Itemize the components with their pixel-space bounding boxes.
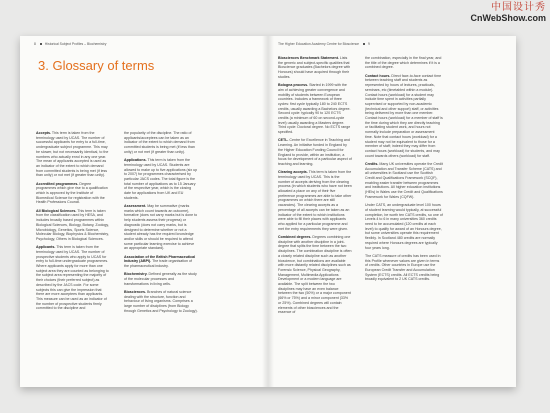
glossary-column-4: [365, 56, 443, 286]
glossary-term: Credits.: [365, 161, 379, 166]
glossary-definition: May be summative (marks marks which count towards an outcome), formative (does not carry marks but is done to help students assess their progress) or diagnostic (does not carry marks, but is designed to determine whether or not a student already has the required knowledge and/or skills or should be required to attend some particular learning exercise to achieve an appropriate standard).: [124, 204, 198, 251]
glossary-entry: [124, 158, 198, 200]
glossary-entry: [36, 245, 110, 311]
glossary-entry: [36, 182, 110, 206]
glossary-term: Biochemistry.: [124, 272, 148, 277]
bullet-icon: [40, 43, 42, 45]
glossary-definition: Degrees combining one discipline with another discipline in a joint-degree that splits the time between the two disciplines. The combination discipline is often a closely related discipline such as another bioscience, but combinations are available with more distantly related disciplines such as Forensic Science, Physical Geography, Management, Multimedia Applications Development or a modern language are available. The split between the two disciplines may have an even balance between the two (50%) or a major component (66% or 75%) and a minor component (33% or 25%). Combined degrees will contain elements of other biosciences and the essence of: [278, 234, 352, 315]
glossary-term: Clearing accepts.: [278, 170, 308, 175]
right-page: [268, 36, 516, 387]
glossary-entry: [278, 83, 352, 135]
glossary-definition: This term is taken from the terminology used by UCAS. The number of successful applicants for entry to a full-time, undergraduate subject programme. This may be slower, but not necessarily identical, to the numbers who actually enrol in any one year. The mean of applicants accepted is used as an indicator of the extent to which demand from committed students is being met (if less than unity) or not met (if greater than unity).: [36, 131, 109, 178]
glossary-column-3: [278, 56, 352, 319]
watermark-url: CnWebShow.com: [470, 13, 546, 23]
glossary-entry: [124, 131, 198, 155]
glossary-entry: [278, 56, 352, 80]
glossary-term: Accepts.: [36, 131, 51, 135]
glossary-column-1: [36, 131, 110, 315]
glossary-definition: Degree programmes which give rise to a qualification which is approved by the Institute of Biomedical Science for registration with the Health Professions Council.: [36, 181, 108, 205]
glossary-definition: The trade organisation of the pharmaceutical industry.: [124, 259, 193, 269]
glossary-definition: Many UK universities operate the Credit Accumulation and Transfer Scheme (CATS) and all universities in Scotland use the Scottish Credit and Qualifications Framework (SCQF), enabling easier transfer between programmes and institutions. All higher education institutions (HEIs) in Wales use the Credit and Qualifications Framework for Wales (CQFW).: [365, 161, 443, 199]
right-header-text: The Higher Education Academy Centre for Bioscience: [278, 42, 360, 46]
brochure-spread: [20, 36, 516, 387]
right-page-number: 9: [367, 42, 370, 46]
glossary-entry: [124, 255, 198, 269]
glossary-column-2: [124, 131, 198, 317]
glossary-definition: Centre for Excellence in Teaching and Learning. An initiative funded in England by the Higher Education Funding Council for England to provide, within an institution, a focus for development of a particular aspect of teaching and learning.: [278, 138, 352, 166]
glossary-definition: This term is taken from the classification used by HESA, and includes broadly based programmes within Biological Sciences, Biology, Botany, Zoology, Microbiology, Genetics, Sports Science, Molecular Biology, Biophysics & Biochemistry, Psychology, Others in Biological Sciences.: [36, 208, 109, 241]
glossary-term: Applications.: [124, 158, 147, 163]
glossary-entry: [36, 131, 110, 178]
page-title: 3. Glossary of terms: [38, 58, 155, 73]
glossary-definition: Defined generally as the study of the molecular processes and transformations in living cells.: [124, 272, 197, 286]
glossary-term: Applicants.: [36, 245, 56, 250]
glossary-entry: [278, 235, 352, 315]
glossary-entry: [36, 209, 110, 242]
glossary-entry: [278, 138, 352, 166]
watermark-chinese-text: 中国设计秀: [491, 2, 546, 13]
glossary-entry: [365, 56, 443, 70]
left-page-number: 8: [34, 42, 36, 46]
glossary-term: Contact hours.: [365, 73, 391, 78]
glossary-entry: [124, 204, 198, 251]
glossary-term: Assessment.: [124, 204, 147, 209]
glossary-term: Association of the British Pharmaceutical Industry (ABPI).: [124, 254, 196, 264]
glossary-term: CETL.: [278, 138, 289, 143]
glossary-definition: the popularity of the discipline. The ratio of applicants/acceptees can be taken as an indicator of the extent to which demand from committed students is being met (if less than unity) or not met (if greater than unity).: [124, 131, 195, 154]
glossary-entry: [124, 290, 198, 314]
glossary-term: Biosciences Benchmark Statement.: [278, 56, 339, 60]
glossary-entry: [124, 272, 198, 286]
glossary-definition: Branches of natural science dealing with the structure, function and behaviour of living organisms. Comprises a large number of disciplines (from Biology through Genetics and Psychology to Zoology).: [124, 290, 198, 313]
left-running-header: [34, 42, 106, 46]
glossary-definition: Lists the generic and subject-specific qualities that Bioscience graduates (Bachelors degree with Honours) should have acquired through their studies.: [278, 56, 351, 79]
glossary-definition: Started in 1999 with the aim of achieving greater convergence and mobility of students between European countries. Includes a framework of three cycles: first cycle typically 180 to 240 ECTS credits, usually awarding a Bachelors degree. Second cycle: typically 90 to 120 ECTS credits (a minimum of 60 on second-cycle level) usually awarding a Masters degree. Third cycle: Doctoral degree. No ECTS range specified.: [278, 83, 351, 135]
glossary-entry: [365, 162, 443, 200]
glossary-term: All Biological Sciences.: [36, 208, 77, 213]
left-header-text: Historical Subject Profiles – Biochemistry: [44, 42, 107, 46]
glossary-definition: This term is taken from the terminology used by UCAS. This is the number of accepts deriving from the clearing process (in which students who have not been allocated a place on any of their five preference programmes are able to take other programmes on which there are still vacancies). The clearing accepts as a percentage of all accepts can be taken as an indicator of the extent to which institutions were able to fill their places with applicants who applied for a particular programme and met the entry requirements they were given.: [278, 170, 352, 231]
glossary-entry: [365, 254, 443, 282]
glossary-definition: Under CATS, an undergraduate level 100 hours of student learning would typically, at successful completion, be worth ten CATS credits, so one of Levels 4 to 6 in many universities 360 credits need to be accumulated (120 credits at each level) to qualify for award of an Honours degree, but some universities operate this requirement flexibly. In Scotland 480 credits are normally required where Honours degrees are typically four years long.: [365, 203, 443, 250]
right-running-header: [278, 42, 370, 46]
glossary-term: Biosciences.: [124, 290, 146, 295]
glossary-entry: [365, 203, 443, 250]
left-page: [20, 36, 268, 387]
glossary-term: Combined degrees.: [278, 234, 312, 239]
watermark: [470, 2, 546, 24]
glossary-definition: This term is taken from the terminology used by UCAS. The number of prospective students who apply to UCAS for entry to full-time undergraduate programmes. Where applicants apply for more than one subject area they are counted as belonging to the subject area representing the majority of their choices (their preferred subject) as described by the JACS code. For some subjects this can give the impression that there are more acceptees than applicants. This measure can be used as an indicator of the number of prospective students firmly committed to the discipline and: [36, 245, 109, 311]
glossary-definition: Direct face-to-face contact time between teaching staff and students as represented by hours of lectures, practicals, seminars, etc (timetabled within a module). Contact hours (workload) for a student may include time spent in activities partially supervised or supported by non-academic (technical and other support) staff, or activities being delivered by more than one member. Contact hours (workload) for a member of staff is the time during which they are directly teaching or facilitating student work, and hours not normally include preparation or assessment time. Note that contact hours (workload) for a student may not be equivalent to those for a member of staff; indeed they may differ from contact hours (workload) for students, and may count towards others (workload) for staff.: [365, 73, 443, 158]
glossary-definition: the combination, especially in the final year, and the title of the degree which determines if it is a combined degree.: [365, 56, 442, 70]
glossary-entry: [365, 74, 443, 159]
glossary-definition: The CATS measure of credits has been used in this Profile whenever values are given in terms of credits. Other countries in Europe use the European Credit Transfer and Accumulation System (ECTS) credits. All ECTS credits being broadly equivalent to 2 UK CATS credits.: [365, 253, 441, 282]
glossary-term: Bologna process.: [278, 83, 309, 88]
glossary-definition: This term is taken from the terminology used by UCAS. Students are allowed to make up to five applications (six up to 2007) for programmes characterised by particular JACS codes. The total figure is the total number of applications as to 15 January of the respective year, which is the closing date for applications from UK and EU students.: [124, 158, 198, 200]
glossary-term: Accredited programmes.: [36, 181, 79, 186]
glossary-entry: [278, 170, 352, 231]
bullet-icon: [363, 43, 365, 45]
